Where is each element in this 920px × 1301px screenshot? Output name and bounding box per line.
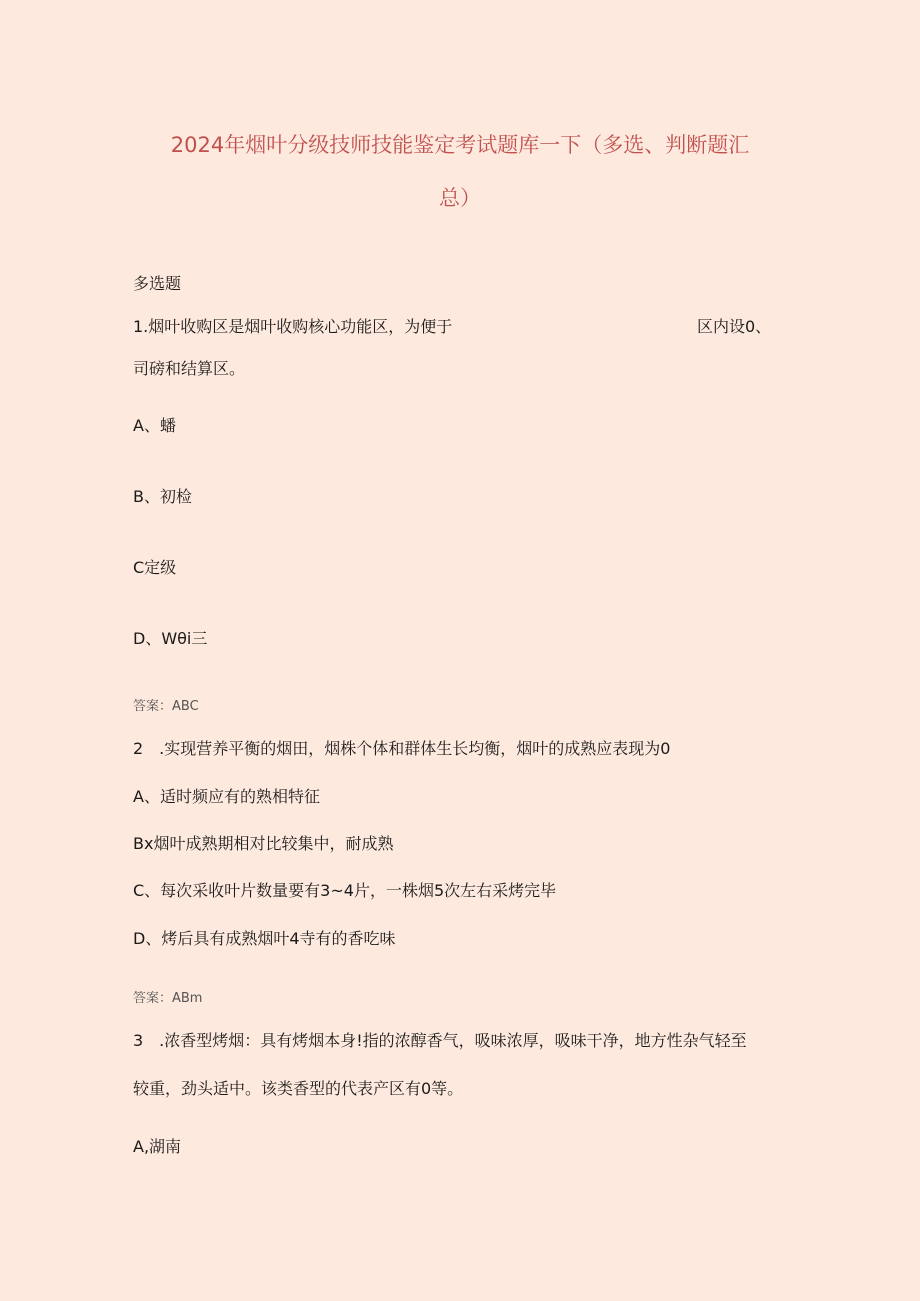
document-title-line-2: 总） (439, 186, 481, 210)
question-1-stem-continued: 司磅和结算区。 (133, 359, 246, 378)
question-2-option-a: A、适时频应有的熟相特征 (133, 787, 320, 806)
question-2-option-c: C、每次采收叶片数量要有3~4片，一株烟5次左右采烤完毕 (133, 881, 557, 900)
question-3-stem-continued: 较重，劲头适中。该类香型的代表产区有0等。 (133, 1079, 464, 1098)
question-3-stem: 3 .浓香型烤烟：具有烤烟本身!指的浓醇香气，吸味浓厚，吸味干净，地方性杂气轻至 (133, 1031, 747, 1050)
question-1-option-c: C定级 (133, 558, 177, 577)
document-title-line-1: 2024年烟叶分级技师技能鉴定考试题库一下（多选、判断题汇 (170, 133, 750, 157)
question-1-answer: 答案：ABC (133, 699, 199, 714)
question-1-option-d: D、Wθi三 (133, 629, 208, 648)
question-1-option-b: B、初检 (133, 487, 192, 506)
section-heading: 多选题 (133, 274, 182, 293)
question-1-stem-right: 区内设0、 (697, 317, 772, 336)
question-3-option-a: A,湖南 (133, 1137, 182, 1156)
question-1-stem: 1.烟叶收购区是烟叶收购核心功能区，为便于 (133, 317, 453, 336)
question-2-option-d: D、烤后具有成熟烟叶4寺有的香吃味 (133, 929, 396, 948)
question-2-stem: 2 .实现营养平衡的烟田，烟株个体和群体生长均衡，烟叶的成熟应表现为0 (133, 739, 671, 758)
question-1-option-a: A、蟠 (133, 416, 176, 435)
question-2-answer: 答案：ABm (133, 991, 203, 1006)
question-2-option-b: Bx烟叶成熟期相对比较集中，耐成熟 (133, 834, 394, 853)
